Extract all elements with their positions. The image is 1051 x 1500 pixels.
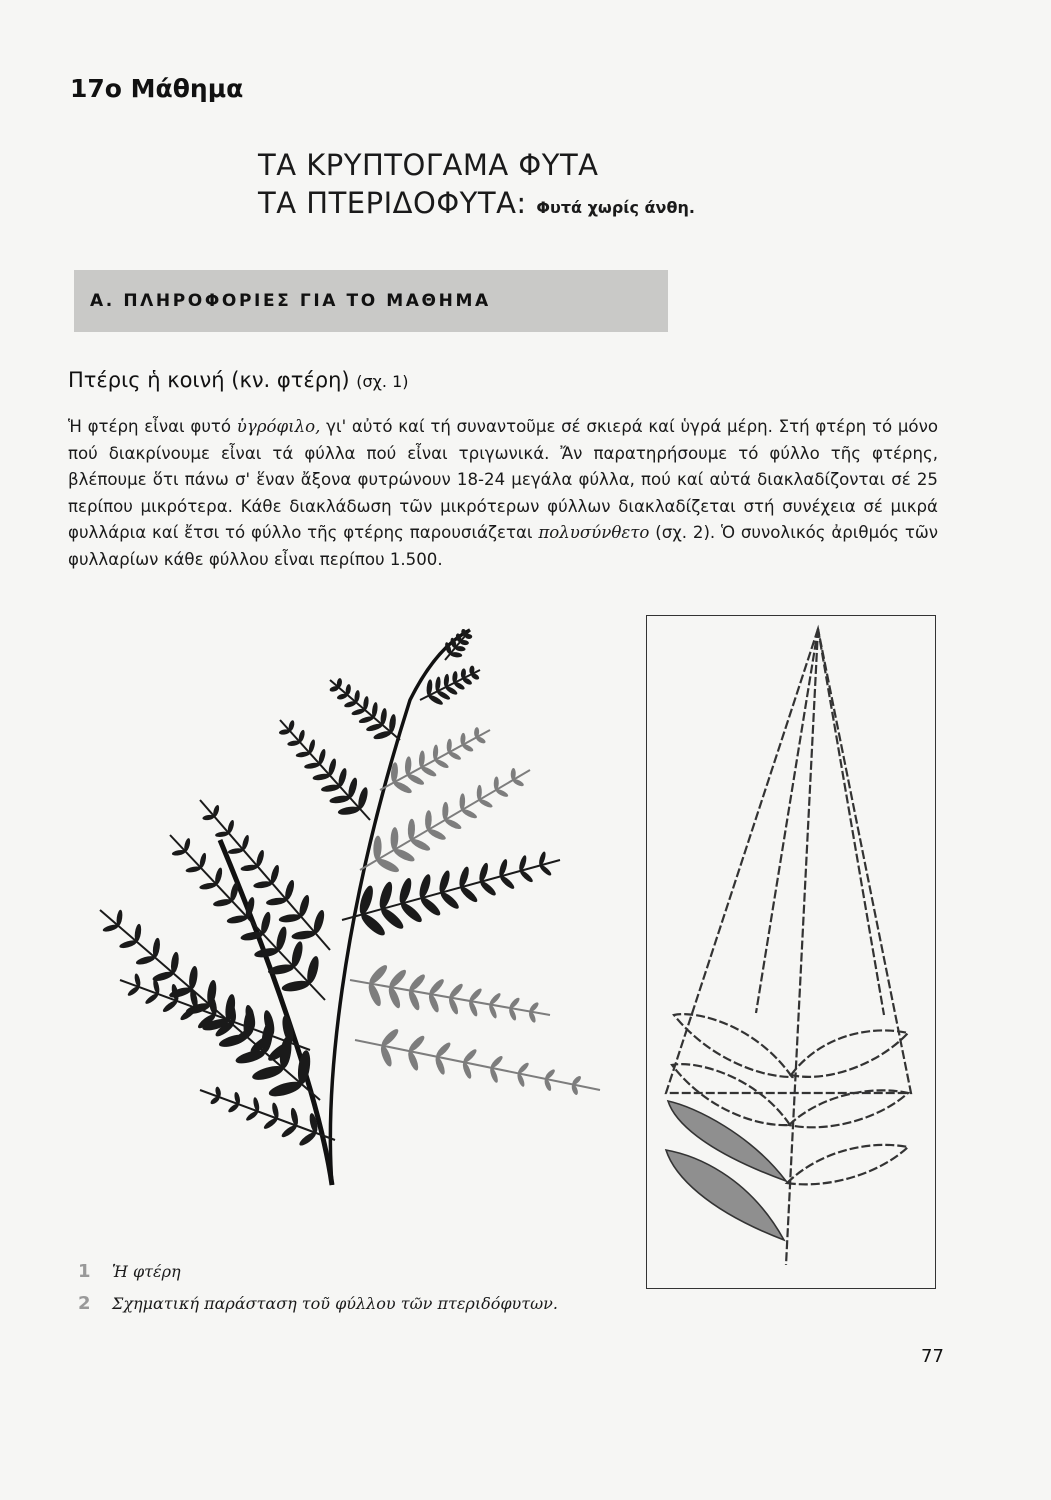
diagram-right-leaflet-3 <box>787 1145 908 1184</box>
caption-number: 2 <box>78 1293 91 1314</box>
fern-pinna <box>350 963 550 1024</box>
body-text-emphasis-1: ὑγρόφιλο, <box>236 417 321 436</box>
title-line-2-subtitle: Φυτά χωρίς άνθη. <box>536 198 695 217</box>
body-paragraph <box>68 414 938 573</box>
fern-rachis <box>330 630 470 1185</box>
diagram-outer-triangle <box>666 629 911 1093</box>
body-text-emphasis-2: πολυσύνθετο <box>538 523 650 542</box>
species-heading <box>68 368 409 392</box>
page-title <box>258 146 695 227</box>
diagram-right-leaflet-1 <box>791 1030 908 1076</box>
title-line-1: ΤΑ ΚΡΥΠΤΟΓΑΜΑ ΦΥΤΑ <box>258 148 599 182</box>
lesson-number: 17ο Μάθημα <box>70 74 244 103</box>
title-line-2 <box>258 184 695 227</box>
fern-pinna <box>279 720 370 820</box>
body-text-part-1: Ἡ φτέρη εἶναι φυτό <box>68 417 237 436</box>
figure-reference: (σχ. 1) <box>356 372 409 391</box>
caption-text: Σχηματική παράσταση τοῦ φύλλου τῶν πτεριδόφυτων. <box>112 1294 558 1313</box>
caption-text: Ἡ φτέρη <box>112 1262 181 1281</box>
title-line-2-main: ΤΑ ΠΤΕΡΙΔΟΦΥΤΑ: <box>258 186 527 220</box>
fern-illustration <box>80 620 640 1190</box>
page-number: 77 <box>921 1346 944 1367</box>
diagram-right-leaflet-2 <box>789 1090 908 1127</box>
caption-number: 1 <box>78 1261 91 1282</box>
fern-pinna <box>444 628 473 660</box>
figure-caption-1 <box>78 1261 181 1282</box>
fern-pinna <box>329 678 400 741</box>
section-heading: Α. ΠΛΗΡΟΦΟΡΙΕΣ ΓΙΑ ΤΟ ΜΑΘΗΜΑ <box>90 291 491 311</box>
section-header-band <box>74 270 668 332</box>
figure-caption-2 <box>78 1293 558 1314</box>
body-text <box>68 414 938 573</box>
fern-pinna <box>420 665 480 706</box>
fern-pinna <box>342 851 560 939</box>
body-text-part-3: (σχ. 2). Ὁ συνολικός ἀριθμός τῶν φυλλαρίων κάθε φύλλου εἶναι περίπου 1.500. <box>68 523 938 569</box>
leaf-schematic-diagram <box>646 615 936 1289</box>
species-name: Πτέρις ἡ κοινή (κν. φτέρη) <box>68 368 350 392</box>
fern-pinna <box>355 1027 600 1096</box>
diagram-inner-line-right <box>818 629 884 1015</box>
body-text-part-2: γι' αὐτό καί τή συναντοῦμε σέ σκιερά καί ὑγρά μέρη. Στή φτέρη τό μόνο πού διακρίνουμε εἶναι τά φύλλα πού εἶναι τριγωνικά. Ἄν παρατηρήσουμε τό φύλλο τῆς φτέρης, βλέπουμε ὅτι πάνω σ' ἕναν ἄξονα φυτρώνουν 18-24 μεγάλα φύλλα, πού καί αὐτά διακλαδίζονται σέ 25 περίπου μικρότερα. Κάθε διακλάδωση τῶν μικρότερων φύλλων διακλαδίζεται στή συνέχεια σέ μικρά φυλλάρια καί ἔτσι τό φύλλο τῆς φτέρης παρουσιάζεται <box>68 417 938 542</box>
diagram-left-leaflet-1 <box>674 1014 792 1077</box>
